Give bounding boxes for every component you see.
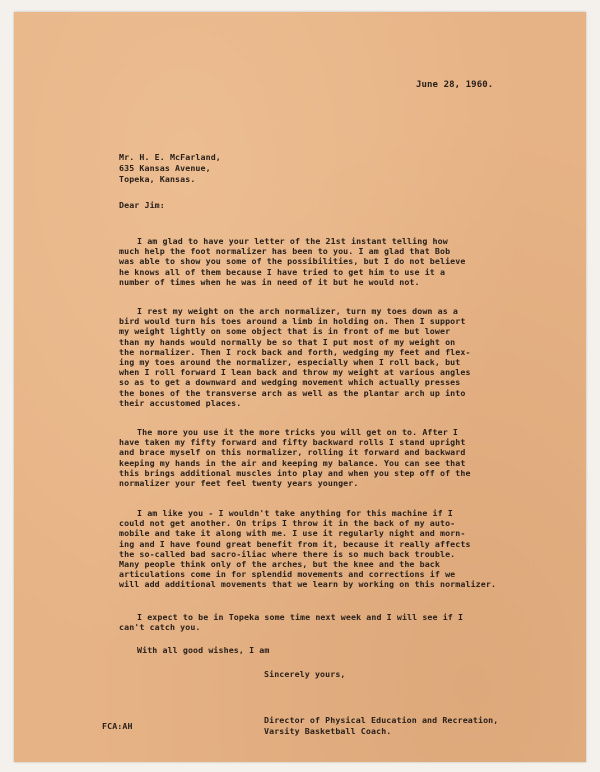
paragraph: I am glad to have your letter of the 21st instant telling how much help the foot normalizer has been to you. I am glad that Bob was able to show you some of the possibilities, but I do not believe he knows all of them because I have tried to get him to use it a number of times when he was in need of it but he would not.: [119, 236, 466, 287]
closing-wish: With all good wishes, I am: [137, 645, 270, 655]
recipient-address: [119, 152, 221, 185]
title-line: Varsity Basketball Coach.: [264, 725, 392, 736]
signoff: Sincerely yours,: [264, 669, 346, 679]
paragraph: I expect to be in Topeka some time next week and I will see if I can't catch you.: [119, 612, 464, 633]
salutation: Dear Jim:: [119, 200, 165, 210]
paragraph: I am like you - I wouldn't take anything for this machine if I could not get another. On trips I throw it in the back of my auto- mobile and take it along with me. I use it regularly night and morn- ing and I have found great benefit from it, because it really affects the so-called bad sacro-iliac where there is so much back trouble. Many people think only of the arches, but the knee and the back articulations come in for splendid movements and corrections if we will add additional movements that we learn by working on this normalizer.: [119, 508, 497, 590]
signer-title: [264, 715, 498, 736]
title-line: Director of Physical Education and Recreation,: [264, 715, 499, 725]
address-line: 635 Kansas Avenue,: [119, 163, 211, 173]
paragraph: The more you use it the more tricks you will get on to. After I have taken my fifty forward and fifty backward rolls I stand upright and brace myself on this normalizer, rolling it forward and backward keeping my hands in the air and keeping my balance. You can see that this brings additional muscles into play and when you step off of the normalizer your feet feel twenty years younger.: [119, 427, 471, 489]
typist-initials: FCA:AH: [102, 721, 133, 731]
address-line: Topeka, Kansas.: [119, 174, 196, 184]
letter-sheet: [14, 12, 586, 762]
paragraph: I rest my weight on the arch normalizer, turn my toes down as a bird would turn his toes around a limb in holding on. Then I support my weight lightly on some object that is in front of me but lower than my hands would normally be so that I put most of my weight on the normalizer. Then I rock back and forth, wedging my feet and flex- ing my toes around the normalizer, especially when I roll back, but when I roll forward I lean back and throw my weight at various angles so as to get a downward and wedging movement which actually presses the bones of the transverse arch as well as the plantar arch up into their accustomed places.: [119, 306, 471, 408]
letter-date: June 28, 1960.: [416, 80, 494, 90]
address-line: Mr. H. E. McFarland,: [119, 152, 221, 162]
